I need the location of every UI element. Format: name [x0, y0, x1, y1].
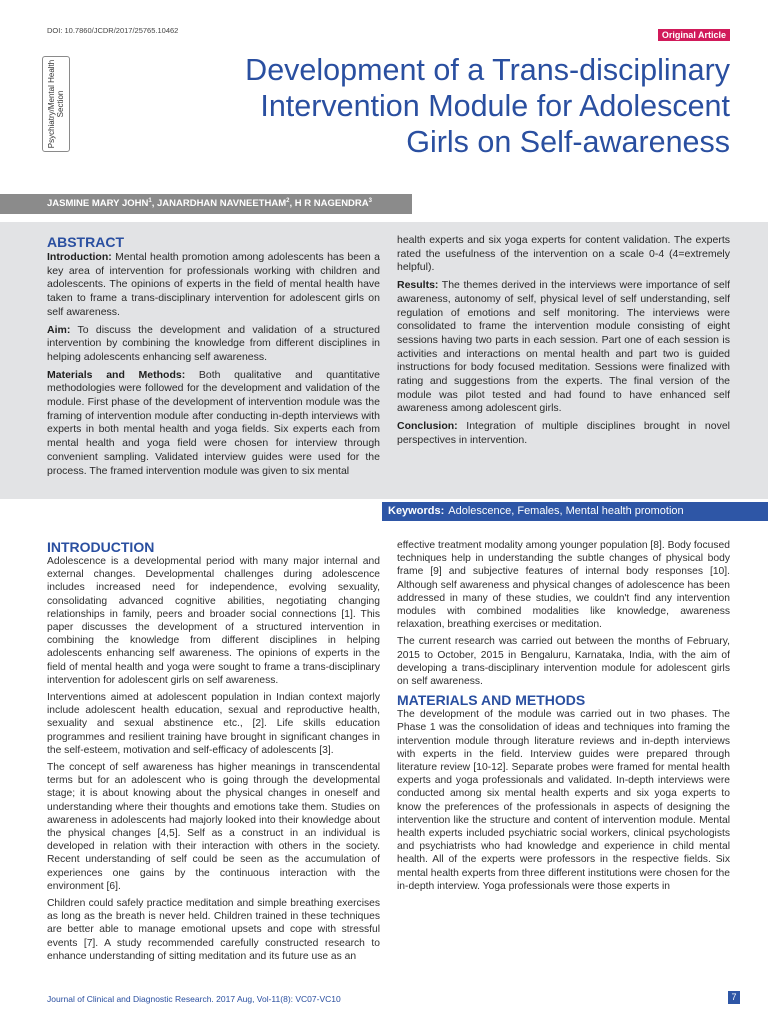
abstract-text: Both qualitative and quantitative methodologies were followed for the development and validation of the module. First phase of the development of intervention module was the framing of intervention module after conducting in-depth interviews with experts in both mental health and yoga fields. Six experts each from mental health and yoga field were chosen for interview through convenient sampling. Validated interview guides were used for the process. The framed intervention module was given to six mental — [47, 368, 380, 477]
abstract-text: The themes derived in the interviews were importance of self awareness, autonomy of self, physical level of self understanding, self regulation of emotions and self monitoring. The interviews were consolidated to frame the intervention module consisting of eight sessions having two parts in each session. Part one of each session is activities and interactions on mental health and part two is guided instructions for body focused meditation. Sessions were finalized with rating and suggestions from the experts. The final version of the module was pilot tested and had found to have enhanced self awareness among adolescent girls. — [397, 279, 730, 415]
author-name: JANARDHAN NAVNEETHAM — [156, 198, 287, 210]
abstract-heading: ABSTRACT — [47, 234, 124, 250]
author-affiliation: 2 — [286, 198, 290, 204]
title-line: Intervention Module for Adolescent — [260, 89, 730, 123]
paragraph-continued: effective treatment modality among younger population [8]. Body focused techniques help in understanding the subtle changes of physical body frame [9] and subjective features of internal body responses [10]. Although self awareness and physical changes of adolescence has been addressed in many of these studies, we couldn't find any intervention modules with combined modalities like knowledge, awareness relaxation, breathing exercises or meditation. — [397, 540, 730, 631]
author-name: H R NAGENDRA — [294, 198, 369, 210]
author-name: JASMINE MARY JOHN — [47, 198, 149, 210]
title-line: Development of a Trans-disciplinary — [245, 53, 730, 87]
abstract-label: Results: — [397, 279, 439, 292]
keywords-value: Adolescence, Females, Mental health promotion — [448, 505, 684, 517]
abstract-label: Aim: — [47, 323, 71, 336]
abstract-text: To discuss the development and validation of a structured intervention by combining the knowledge from different disciplines in helping adolescents enhancing self awareness. — [47, 323, 380, 363]
abstract-introduction — [47, 251, 380, 320]
abstract-conclusion — [397, 420, 730, 447]
paragraph: Children could safely practice meditation and simple breathing exercises as long as the breath is never held. Children trained in these techniques are better able to manage emotional upsets and cope with stressful events [7]. A study recommended carefully constructed research to enhance understanding of sitting meditation and its future use as an — [47, 898, 380, 962]
page-number: 7 — [728, 991, 740, 1004]
abstract-label: Introduction: — [47, 251, 112, 263]
article-type-badge: Original Article — [658, 29, 730, 41]
abstract-text: Integration of multiple disciplines brought in novel perspectives in intervention. — [397, 420, 730, 446]
doi: DOI: 10.7860/JCDR/2017/25765.10462 — [47, 26, 179, 35]
abstract-methods — [47, 369, 380, 479]
abstract-text-continued: health experts and six yoga experts for content validation. The experts rated the usefulness of the intervention on a scale 0-4 (4=extremely helpful). — [397, 234, 730, 274]
paragraph: Interventions aimed at adolescent population in Indian context majorly include adolescent health education, sexual and reproductive health, sexuality and sexual abstinence etc., [2]. Life skills education programmes and resilient training have brought in significant changes in the self-esteem, motivation and self-efficacy of adolescents [3]. — [47, 692, 380, 756]
section-tab — [42, 56, 70, 152]
abstract-results — [397, 279, 730, 416]
author-affiliation: 1 — [148, 198, 152, 204]
author-list: JASMINE MARY JOHN$^1$, JANARDHAN NAVNEETHAM$^2$, H R NAGENDRA$^3$ — [47, 198, 372, 210]
section-heading-methods: MATERIALS AND METHODS — [397, 692, 586, 709]
paragraph: The development of the module was carried out in two phases. The Phase 1 was the consolidation of ideas and techniques into framing the intervention module through literature reviews and in-depth interviews with experts in the field. Interview guides were prepared through literature review [10-12]. Separate probes were framed for mental health experts and yoga professionals and validated. In-depth interviews were conducted among six mental health experts and six yoga experts to know the preferences of the professionals in aspects of designing the intervention like the structure and content of intervention module. Mental health experts included psychiatric social workers, clinical psychologists and psychiatrists who had knowledge and experience in child mental health. All of the experts were professors in the respective fields. Six mental health experts from three different institutions were chosen for the in-depth interview. Yoga professionals were those experts in — [397, 709, 730, 892]
keywords-bar — [382, 502, 768, 521]
body-column-right — [397, 539, 730, 979]
paragraph: The concept of self awareness has higher meanings in transcendental terms but for an adolescent who is going through the developmental stage; it is about knowing about the physical changes in oneself and understanding where their thoughts and emotions take them. Studies on awareness in adolescents had majorly looked into their knowledge about the physical changes [4,5]. Self as a construct in an individual is developed in relation with their interaction with others in the society. Recent understanding of self could be seen as the accumulation of experiences one gains by the continuous interaction with the environment [6]. — [47, 762, 380, 892]
section-heading-introduction: INTRODUCTION — [47, 539, 155, 555]
abstract-aim — [47, 324, 380, 365]
abstract-column-left — [47, 234, 380, 492]
journal-citation: Journal of Clinical and Diagnostic Research. 2017 Aug, Vol-11(8): VC07-VC10 — [47, 994, 341, 1004]
section-tab-label: Psychiatry/Mental Health Section — [47, 59, 65, 149]
abstract-text: Mental health promotion among adolescents has been a key area of intervention for professionals working with children and adolescents. The opinions of experts in the field of mental health have taken to frame a trans-disciplinary intervention for adolescent girls on self awareness. — [47, 251, 380, 318]
paragraph: The current research was carried out between the months of February, 2015 to October, 2015 in Bengaluru, Karnataka, India, with the aim of developing a trans-disciplinary intervention module for adolescent girls on self awareness. — [397, 636, 730, 688]
paragraph: Adolescence is a developmental period with many major internal and external changes. Developmental challenges during adolescence includes increased need for independence, evolving sexuality, consolidating advanced cognitive abilities, negotiating changing relationships in family, peers and broader social connections [1]. This paper discusses the development of a structured intervention in combining the knowledge from different disciplines in helping adolescents enhancing self awareness. The opinions of experts in the field of mental health and yoga were sought to frame a trans-disciplinary intervention for adolescent girls on self awareness. — [47, 556, 380, 686]
title-line: Girls on Self-awareness — [406, 125, 730, 159]
abstract-label: Materials and Methods: — [47, 368, 186, 381]
author-affiliation: 3 — [368, 198, 372, 204]
abstract-column-right — [397, 234, 730, 492]
body-column-left — [47, 539, 380, 979]
abstract-methods-continued — [397, 234, 730, 275]
abstract-label: Conclusion: — [397, 420, 458, 433]
keywords-label: Keywords: — [388, 505, 445, 517]
page-title — [210, 52, 730, 160]
